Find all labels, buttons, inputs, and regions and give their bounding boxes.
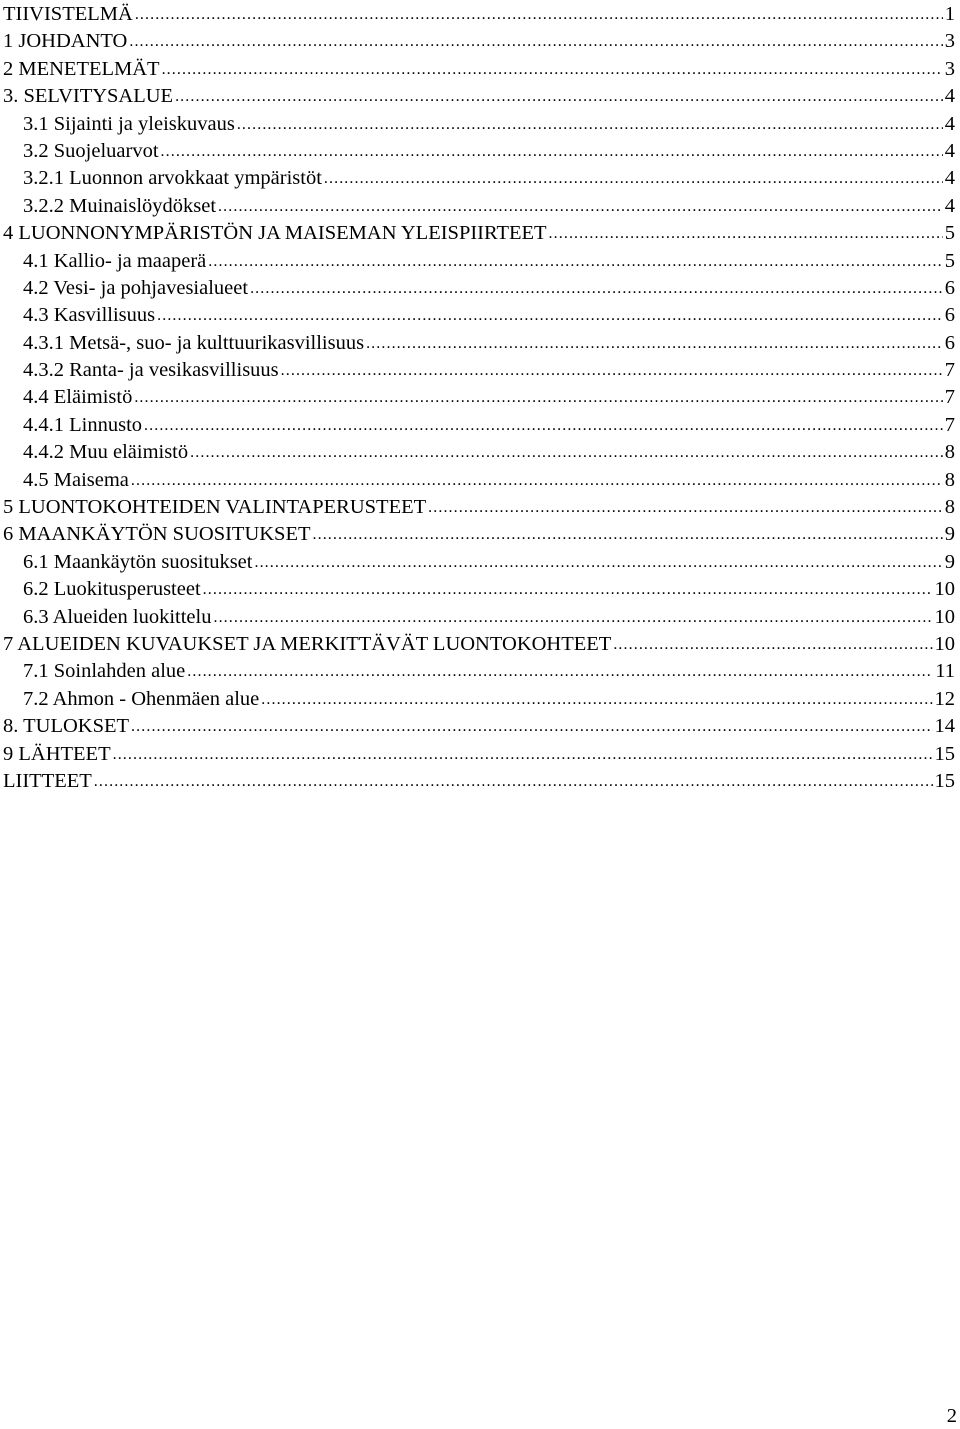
toc-entry[interactable] (3, 56, 955, 83)
toc-entry[interactable] (3, 138, 955, 165)
toc-entry[interactable] (3, 1, 955, 28)
toc-entry-page: 3 (944, 30, 955, 53)
toc-entry[interactable] (3, 357, 955, 384)
toc-dot-leader (161, 138, 943, 165)
toc-dot-leader (113, 741, 933, 768)
toc-entry-page: 8 (944, 496, 955, 519)
toc-dot-leader (190, 439, 943, 466)
toc-entry[interactable] (3, 521, 955, 548)
toc-entry[interactable] (3, 604, 955, 631)
toc-entry-page: 14 (934, 715, 955, 738)
toc-entry[interactable] (3, 713, 955, 740)
toc-entry-title: 3.1 Sijainti ja yleiskuvaus (23, 112, 235, 135)
toc-dot-leader (218, 193, 943, 220)
toc-entry-page: 4 (944, 112, 955, 135)
toc-dot-leader (613, 631, 932, 658)
toc-entry-title: 4 LUONNONYMPÄRISTÖN JA MAISEMAN YLEISPIIRTEET (3, 222, 547, 245)
toc-entry-title: 5 LUONTOKOHTEIDEN VALINTAPERUSTEET (3, 496, 427, 519)
toc-entry[interactable] (3, 248, 955, 275)
toc-entry-title: 9 LÄHTEET (3, 742, 111, 765)
toc-dot-leader (428, 494, 943, 521)
toc-entry[interactable] (3, 384, 955, 411)
toc-entry-page: 11 (935, 660, 955, 683)
toc-entry[interactable] (3, 83, 955, 110)
toc-entry[interactable] (3, 549, 955, 576)
toc-entry-page: 8 (944, 441, 955, 464)
toc-entry-title: TIIVISTELMÄ (3, 2, 133, 25)
toc-entry[interactable] (3, 111, 955, 138)
toc-entry-page: 4 (944, 139, 955, 162)
toc-entry-page: 10 (934, 632, 955, 655)
toc-entry[interactable] (3, 768, 955, 795)
toc-entry-title: 4.4.1 Linnusto (23, 413, 143, 436)
toc-entry-page: 6 (944, 304, 955, 327)
toc-dot-leader (313, 521, 943, 548)
toc-entry-page: 15 (934, 769, 955, 792)
toc-entry-page: 5 (944, 222, 955, 245)
toc-dot-leader (162, 56, 943, 83)
toc-entry-title: 6.2 Luokitusperusteet (23, 578, 201, 601)
toc-entry[interactable] (3, 741, 955, 768)
toc-dot-leader (135, 1, 943, 28)
toc-entry[interactable] (3, 576, 955, 603)
toc-entry-page: 4 (944, 85, 955, 108)
toc-entry-page: 4 (944, 167, 955, 190)
toc-entry-title: 1 JOHDANTO (3, 30, 128, 53)
toc-dot-leader (250, 275, 943, 302)
toc-entry[interactable] (3, 686, 955, 713)
toc-entry-title: 3.2.2 Muinaislöydökset (23, 194, 217, 217)
toc-entry-title: 4.3.2 Ranta- ja vesikasvillisuus (23, 359, 279, 382)
toc-dot-leader (261, 686, 932, 713)
toc-dot-leader (281, 357, 943, 384)
toc-dot-leader (131, 713, 932, 740)
toc-entry[interactable] (3, 467, 955, 494)
toc-dot-leader (157, 302, 943, 329)
toc-entry[interactable] (3, 658, 955, 685)
toc-dot-leader (213, 604, 932, 631)
toc-entry[interactable] (3, 631, 955, 658)
toc-dot-leader (175, 83, 943, 110)
toc-entry-title: 3. SELVITYSALUE (3, 85, 174, 108)
toc-entry-page: 4 (944, 194, 955, 217)
toc-entry[interactable] (3, 193, 955, 220)
toc-entry-title: 4.4.2 Muu eläimistö (23, 441, 189, 464)
toc-entry-page: 8 (944, 468, 955, 491)
toc-entry-page: 1 (944, 2, 955, 25)
toc-entry-page: 7 (944, 359, 955, 382)
toc-entry-page: 10 (934, 605, 955, 628)
toc-dot-leader (237, 111, 943, 138)
toc-entry[interactable] (3, 330, 955, 357)
toc-entry-page: 9 (944, 550, 955, 573)
toc-entry-title: 7.2 Ahmon - Ohenmäen alue (23, 687, 260, 710)
toc-entry-title: 4.3 Kasvillisuus (23, 304, 156, 327)
toc-dot-leader (134, 384, 942, 411)
toc-entry-title: 6.1 Maankäytön suositukset (23, 550, 253, 573)
toc-entry-title: 4.3.1 Metsä-, suo- ja kulttuurikasvillisuus (23, 331, 365, 354)
toc-entry[interactable] (3, 494, 955, 521)
toc-entry-page: 7 (944, 386, 955, 409)
toc-entry-page: 6 (944, 276, 955, 299)
toc-entry[interactable] (3, 220, 955, 247)
toc-entry-page: 15 (934, 742, 955, 765)
toc-entry-title: 3.2 Suojeluarvot (23, 139, 159, 162)
toc-entry-title: 4.1 Kallio- ja maaperä (23, 249, 207, 272)
toc-entry-title: 4.4 Eläimistö (23, 386, 133, 409)
toc-entry-title: 2 MENETELMÄT (3, 57, 160, 80)
toc-entry-page: 9 (944, 523, 955, 546)
toc-entry-page: 3 (944, 57, 955, 80)
toc-dot-leader (549, 220, 943, 247)
toc-entry[interactable] (3, 412, 955, 439)
toc-entry-title: 4.2 Vesi- ja pohjavesialueet (23, 276, 249, 299)
toc-entry-title: 3.2.1 Luonnon arvokkaat ympäristöt (23, 167, 322, 190)
toc-dot-leader (144, 412, 943, 439)
toc-entry-title: 6.3 Alueiden luokittelu (23, 605, 212, 628)
toc-dot-leader (187, 658, 933, 685)
toc-entry[interactable] (3, 439, 955, 466)
toc-dot-leader (203, 576, 933, 603)
toc-entry-page: 10 (934, 578, 955, 601)
toc-entry[interactable] (3, 28, 955, 55)
toc-entry[interactable] (3, 302, 955, 329)
toc-dot-leader (94, 768, 933, 795)
toc-entry-title: 7 ALUEIDEN KUVAUKSET JA MERKITTÄVÄT LUONTOKOHTEET (3, 632, 612, 655)
page-number: 2 (946, 1405, 957, 1427)
toc-entry-page: 5 (944, 249, 955, 272)
toc-entry-page: 6 (944, 331, 955, 354)
toc-entry-title: LIITTEET (3, 769, 92, 792)
toc-dot-leader (324, 165, 943, 192)
toc-entry-page: 7 (944, 413, 955, 436)
table-of-contents (3, 1, 955, 795)
toc-entry[interactable] (3, 165, 955, 192)
toc-dot-leader (254, 549, 942, 576)
toc-entry-title: 7.1 Soinlahden alue (23, 660, 186, 683)
toc-entry-title: 6 MAANKÄYTÖN SUOSITUKSET (3, 523, 311, 546)
toc-dot-leader (129, 28, 942, 55)
toc-dot-leader (208, 248, 942, 275)
toc-dot-leader (366, 330, 943, 357)
toc-dot-leader (131, 467, 943, 494)
toc-entry-page: 12 (934, 687, 955, 710)
toc-entry-title: 8. TULOKSET (3, 715, 130, 738)
toc-entry[interactable] (3, 275, 955, 302)
toc-entry-title: 4.5 Maisema (23, 468, 129, 491)
